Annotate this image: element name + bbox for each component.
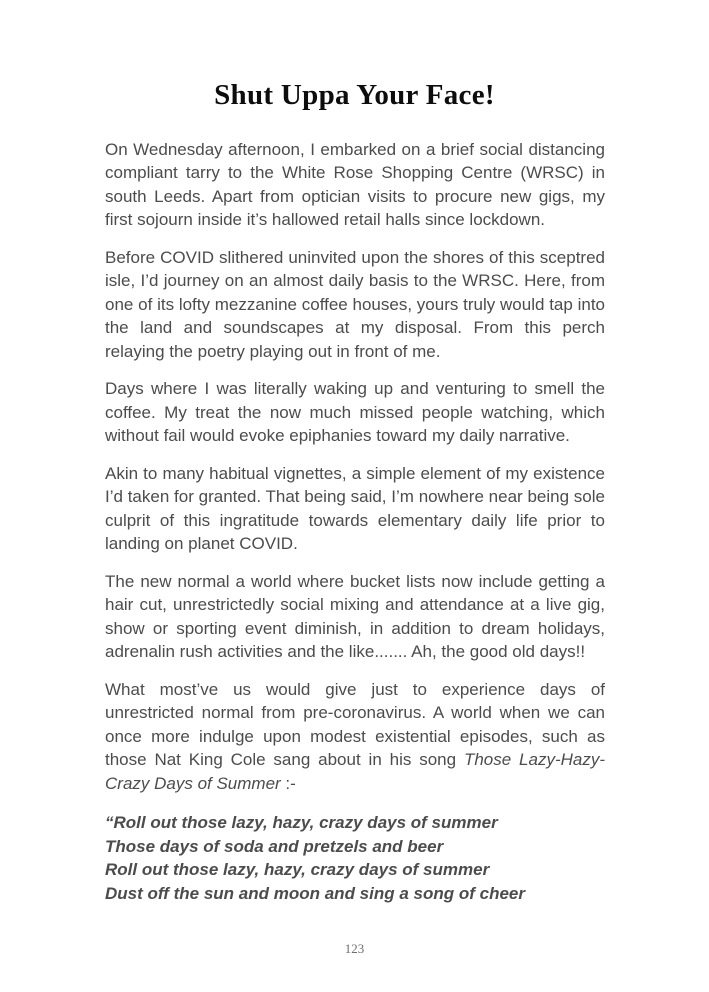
lyric-line-3: Roll out those lazy, hazy, crazy days of summer (105, 860, 490, 880)
lyrics-block (105, 811, 605, 905)
lyric-line-4: Dust off the sun and moon and sing a song of cheer (105, 883, 525, 903)
paragraph-6-suffix: :- (280, 773, 296, 793)
page-title: Shut Uppa Your Face! (214, 79, 495, 111)
lyric-line-1: “Roll out those lazy, hazy, crazy days of summer (105, 813, 498, 833)
song-title: Those Lazy-Hazy-Crazy Days of Summer (105, 750, 605, 793)
paragraph-4: Akin to many habitual vignettes, a simple element of my existence I’d taken for granted. That being said, I’m nowhere near being sole culprit of this ingratitude towards elementary daily life prior to landing on planet COVID. (105, 463, 605, 554)
page-number: 123 (344, 941, 365, 956)
paragraph-1: On Wednesday afternoon, I embarked on a brief social distancing compliant tarry to the White Rose Shopping Centre (WRSC) in south Leeds. Apart from optician visits to procure new gigs, my first sojourn inside it’s hallowed retail halls since lockdown. (105, 139, 605, 230)
paragraph-3: Days where I was literally waking up and venturing to smell the coffee. My treat the now much missed people watching, which without fail would evoke epiphanies toward my daily narrative. (105, 379, 605, 446)
page-content (105, 138, 605, 906)
paragraph-6-text: What most’ve us would give just to experience days of unrestricted normal from pre-coronavirus. A world when we can once more indulge upon modest existential episodes, such as those Nat King Cole sang about in his song (105, 679, 605, 770)
paragraph-2: Before COVID slithered uninvited upon the shores of this sceptred isle, I’d journey on an almost daily basis to the WRSC. Here, from one of its lofty mezzanine coffee houses, yours truly would tap into the land and soundscapes at my disposal. From this perch relaying the poetry playing out in front of me. (105, 247, 605, 361)
paragraph-6 (105, 678, 605, 796)
paragraph-5: The new normal a world where bucket lists now include getting a hair cut, unrestrictedly social mixing and attendance at a live gig, show or sporting event diminish, in addition to dream holidays, adrenalin rush activities and the like....... Ah, the good old days!! (105, 571, 605, 662)
lyric-line-2: Those days of soda and pretzels and beer (105, 836, 444, 856)
